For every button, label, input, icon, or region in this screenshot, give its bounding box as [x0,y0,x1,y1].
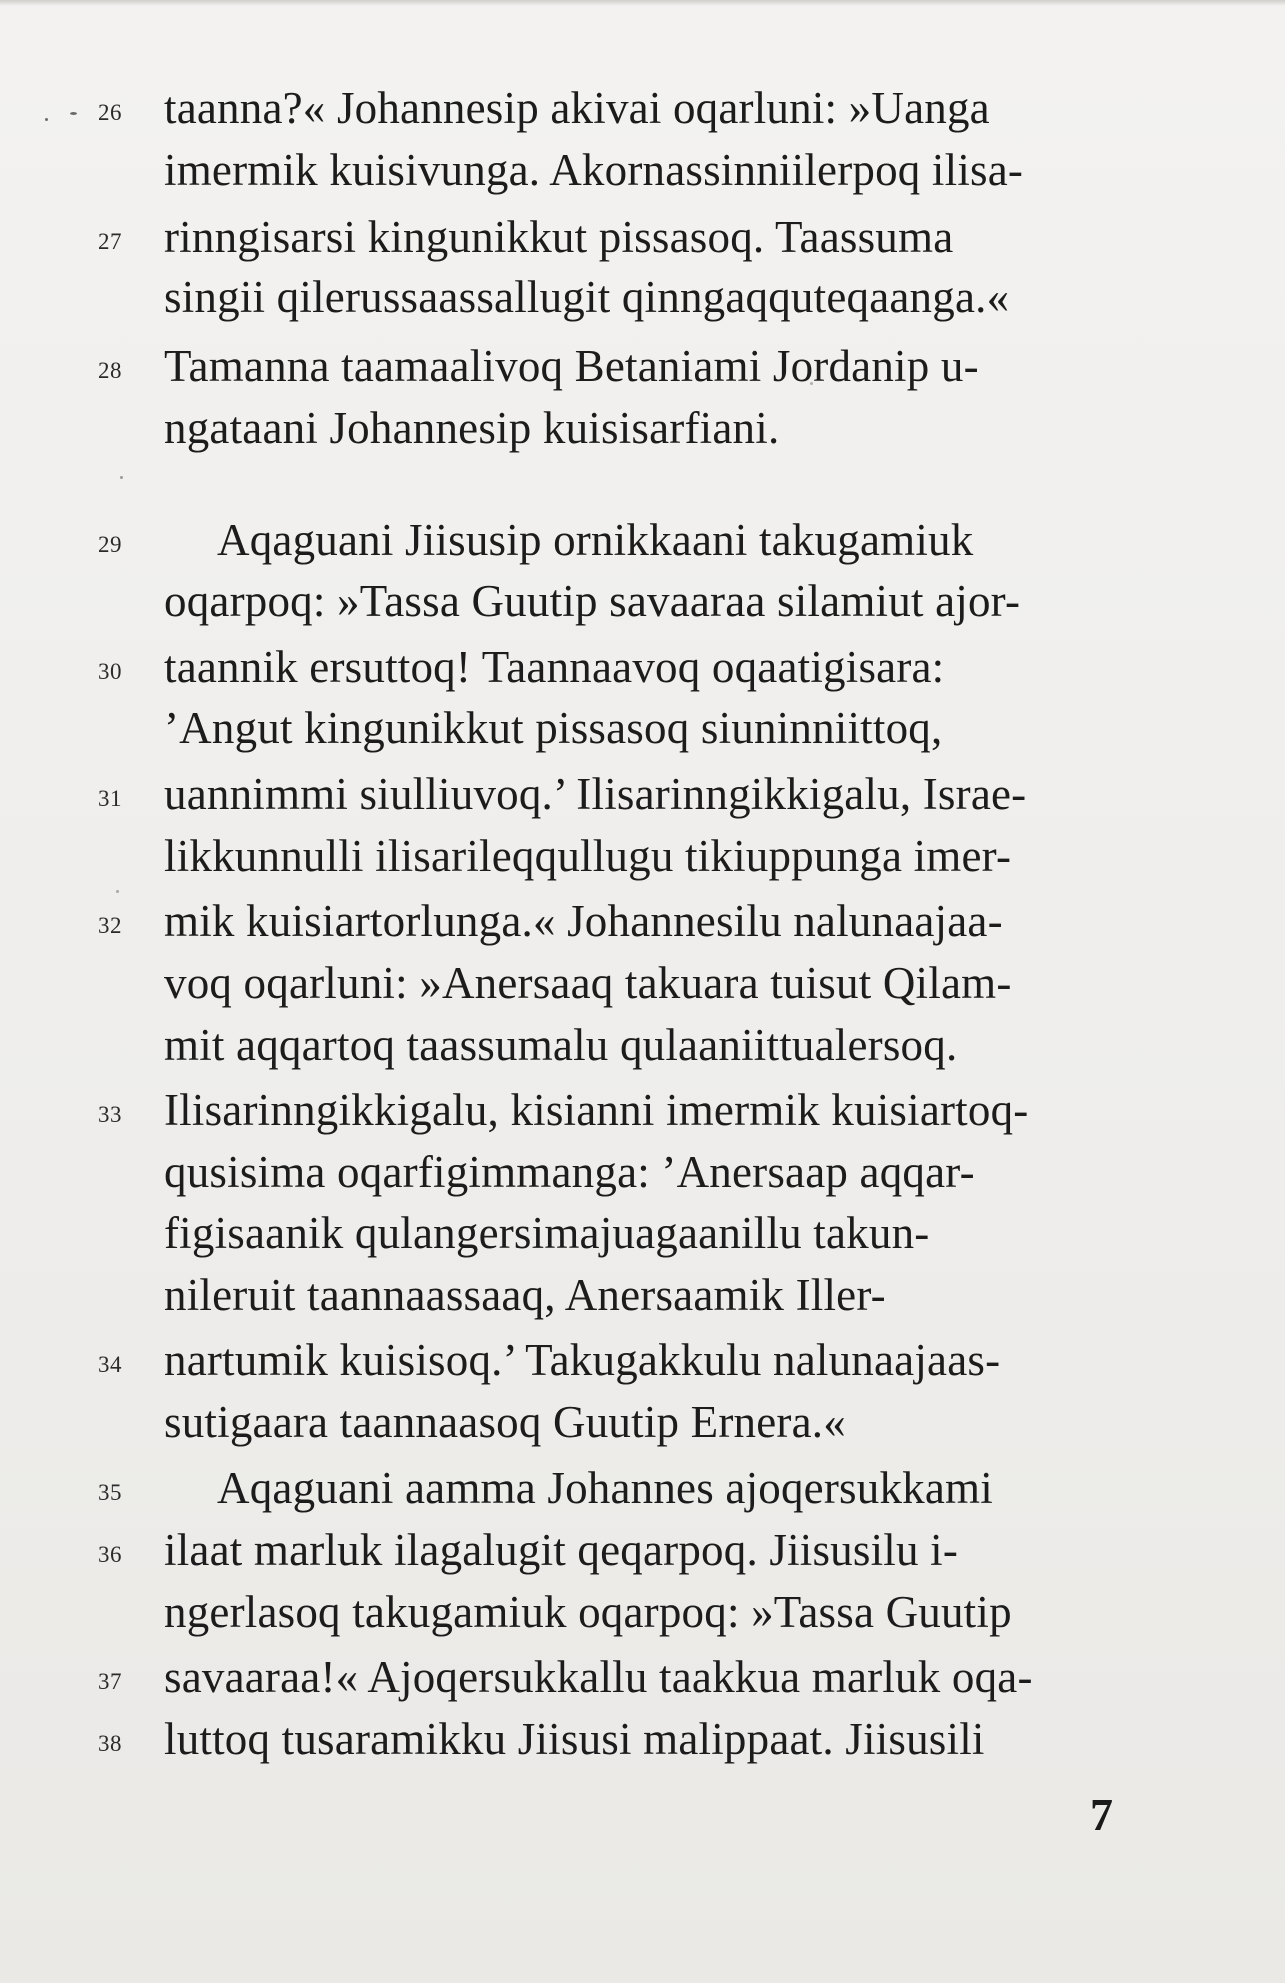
text-line [0,267,1285,328]
scan-edge [0,0,1285,6]
line-text: savaaraa!« Ajoqersukkallu taakkua marluk oqa- [164,1652,1033,1702]
text-line [0,336,1285,397]
verse-number: 26 [98,100,122,125]
line-text: taannik ersuttoq! Taannaavoq oqaatigisara: [164,642,945,692]
text-line [0,764,1285,825]
text-line [0,1520,1285,1581]
line-text: nileruit taannaassaaq, Anersaamik Iller- [164,1270,886,1320]
line-text: Ilisarinngikkigalu, kisianni imermik kuisiartoq- [164,1085,1029,1135]
line-text: oqarpoq: »Tassa Guutip savaaraa silamiut ajor- [164,576,1021,626]
verse-number: 34 [98,1352,122,1377]
text-line [0,1647,1285,1708]
text-line [0,698,1285,759]
line-text: nartumik kuisisoq.’ Takugakkulu nalunaajaas- [164,1335,1001,1385]
line-text: imermik kuisivunga. Akornassinniilerpoq ilisa- [164,145,1024,195]
text-line [0,1015,1285,1076]
verse-number: 36 [98,1542,122,1567]
line-text: singii qilerussaassallugit qinngaqquteqaanga.« [164,272,1010,322]
verse-number: 35 [98,1480,122,1505]
line-text: ngerlasoq takugamiuk oqarpoq: »Tassa Guutip [164,1587,1012,1637]
text-line [0,1709,1285,1770]
verse-number: 28 [98,358,122,383]
line-text: ngataani Johannesip kuisisarfiani. [164,403,780,453]
text-line [0,826,1285,887]
line-text: qusisima oqarfigimmanga: ’Anersaap aqqar- [164,1147,975,1197]
verse-number: 38 [98,1731,122,1756]
text-line [0,1582,1285,1643]
verse-number: 30 [98,659,122,684]
line-text: Aqaguani Jiisusip ornikkaani takugamiuk [217,515,974,565]
text-line [0,78,1285,139]
text-line [0,1203,1285,1264]
line-text: voq oqarluni: »Anersaaq takuara tuisut Qilam- [164,958,1012,1008]
verse-number: 33 [98,1102,122,1127]
text-line [0,571,1285,632]
scan-speck [120,476,123,479]
text-line [0,1330,1285,1391]
page-number: 7 [1090,1789,1113,1840]
text-line [0,207,1285,268]
verse-number: 37 [98,1669,122,1694]
line-text: likkunnulli ilisarileqqullugu tikiuppunga imer- [164,831,1012,881]
text-line [0,1080,1285,1141]
text-line [0,953,1285,1014]
text-line [0,637,1285,698]
text-line [0,891,1285,952]
verse-number: 32 [98,913,122,938]
verse-number: 31 [98,786,122,811]
line-text: figisaanik qulangersimajuagaanillu takun- [164,1208,930,1258]
line-text: luttoq tusaramikku Jiisusi malippaat. Jiisusili [164,1714,985,1764]
line-text: mit aqqartoq taassumalu qulaaniittualersoq. [164,1020,958,1070]
line-text: rinngisarsi kingunikkut pissasoq. Taassuma [164,212,954,262]
text-line [0,1392,1285,1453]
line-text: mik kuisiartorlunga.« Johannesilu nalunaajaa- [164,896,1003,946]
line-text: taanna?« Johannesip akivai oqarluni: »Uanga [164,83,990,133]
line-text: ’Angut kingunikkut pissasoq siuninniittoq, [164,703,943,753]
text-line [0,1265,1285,1326]
verse-number: 29 [98,532,122,557]
line-text: sutigaara taannaasoq Guutip Ernera.« [164,1397,846,1447]
line-text: Aqaguani aamma Johannes ajoqersukkami [217,1463,993,1513]
line-text: uannimmi siulliuvoq.’ Ilisarinngikkigalu, Israe- [164,769,1027,819]
text-line [0,140,1285,201]
text-line [0,510,1285,571]
text-line [0,1458,1285,1519]
line-text: Tamanna taamaalivoq Betaniami Jordanip u- [164,341,979,391]
text-line [0,1142,1285,1203]
line-text: ilaat marluk ilagalugit qeqarpoq. Jiisusilu i- [164,1525,959,1575]
text-line [0,398,1285,459]
verse-number: 27 [98,229,122,254]
